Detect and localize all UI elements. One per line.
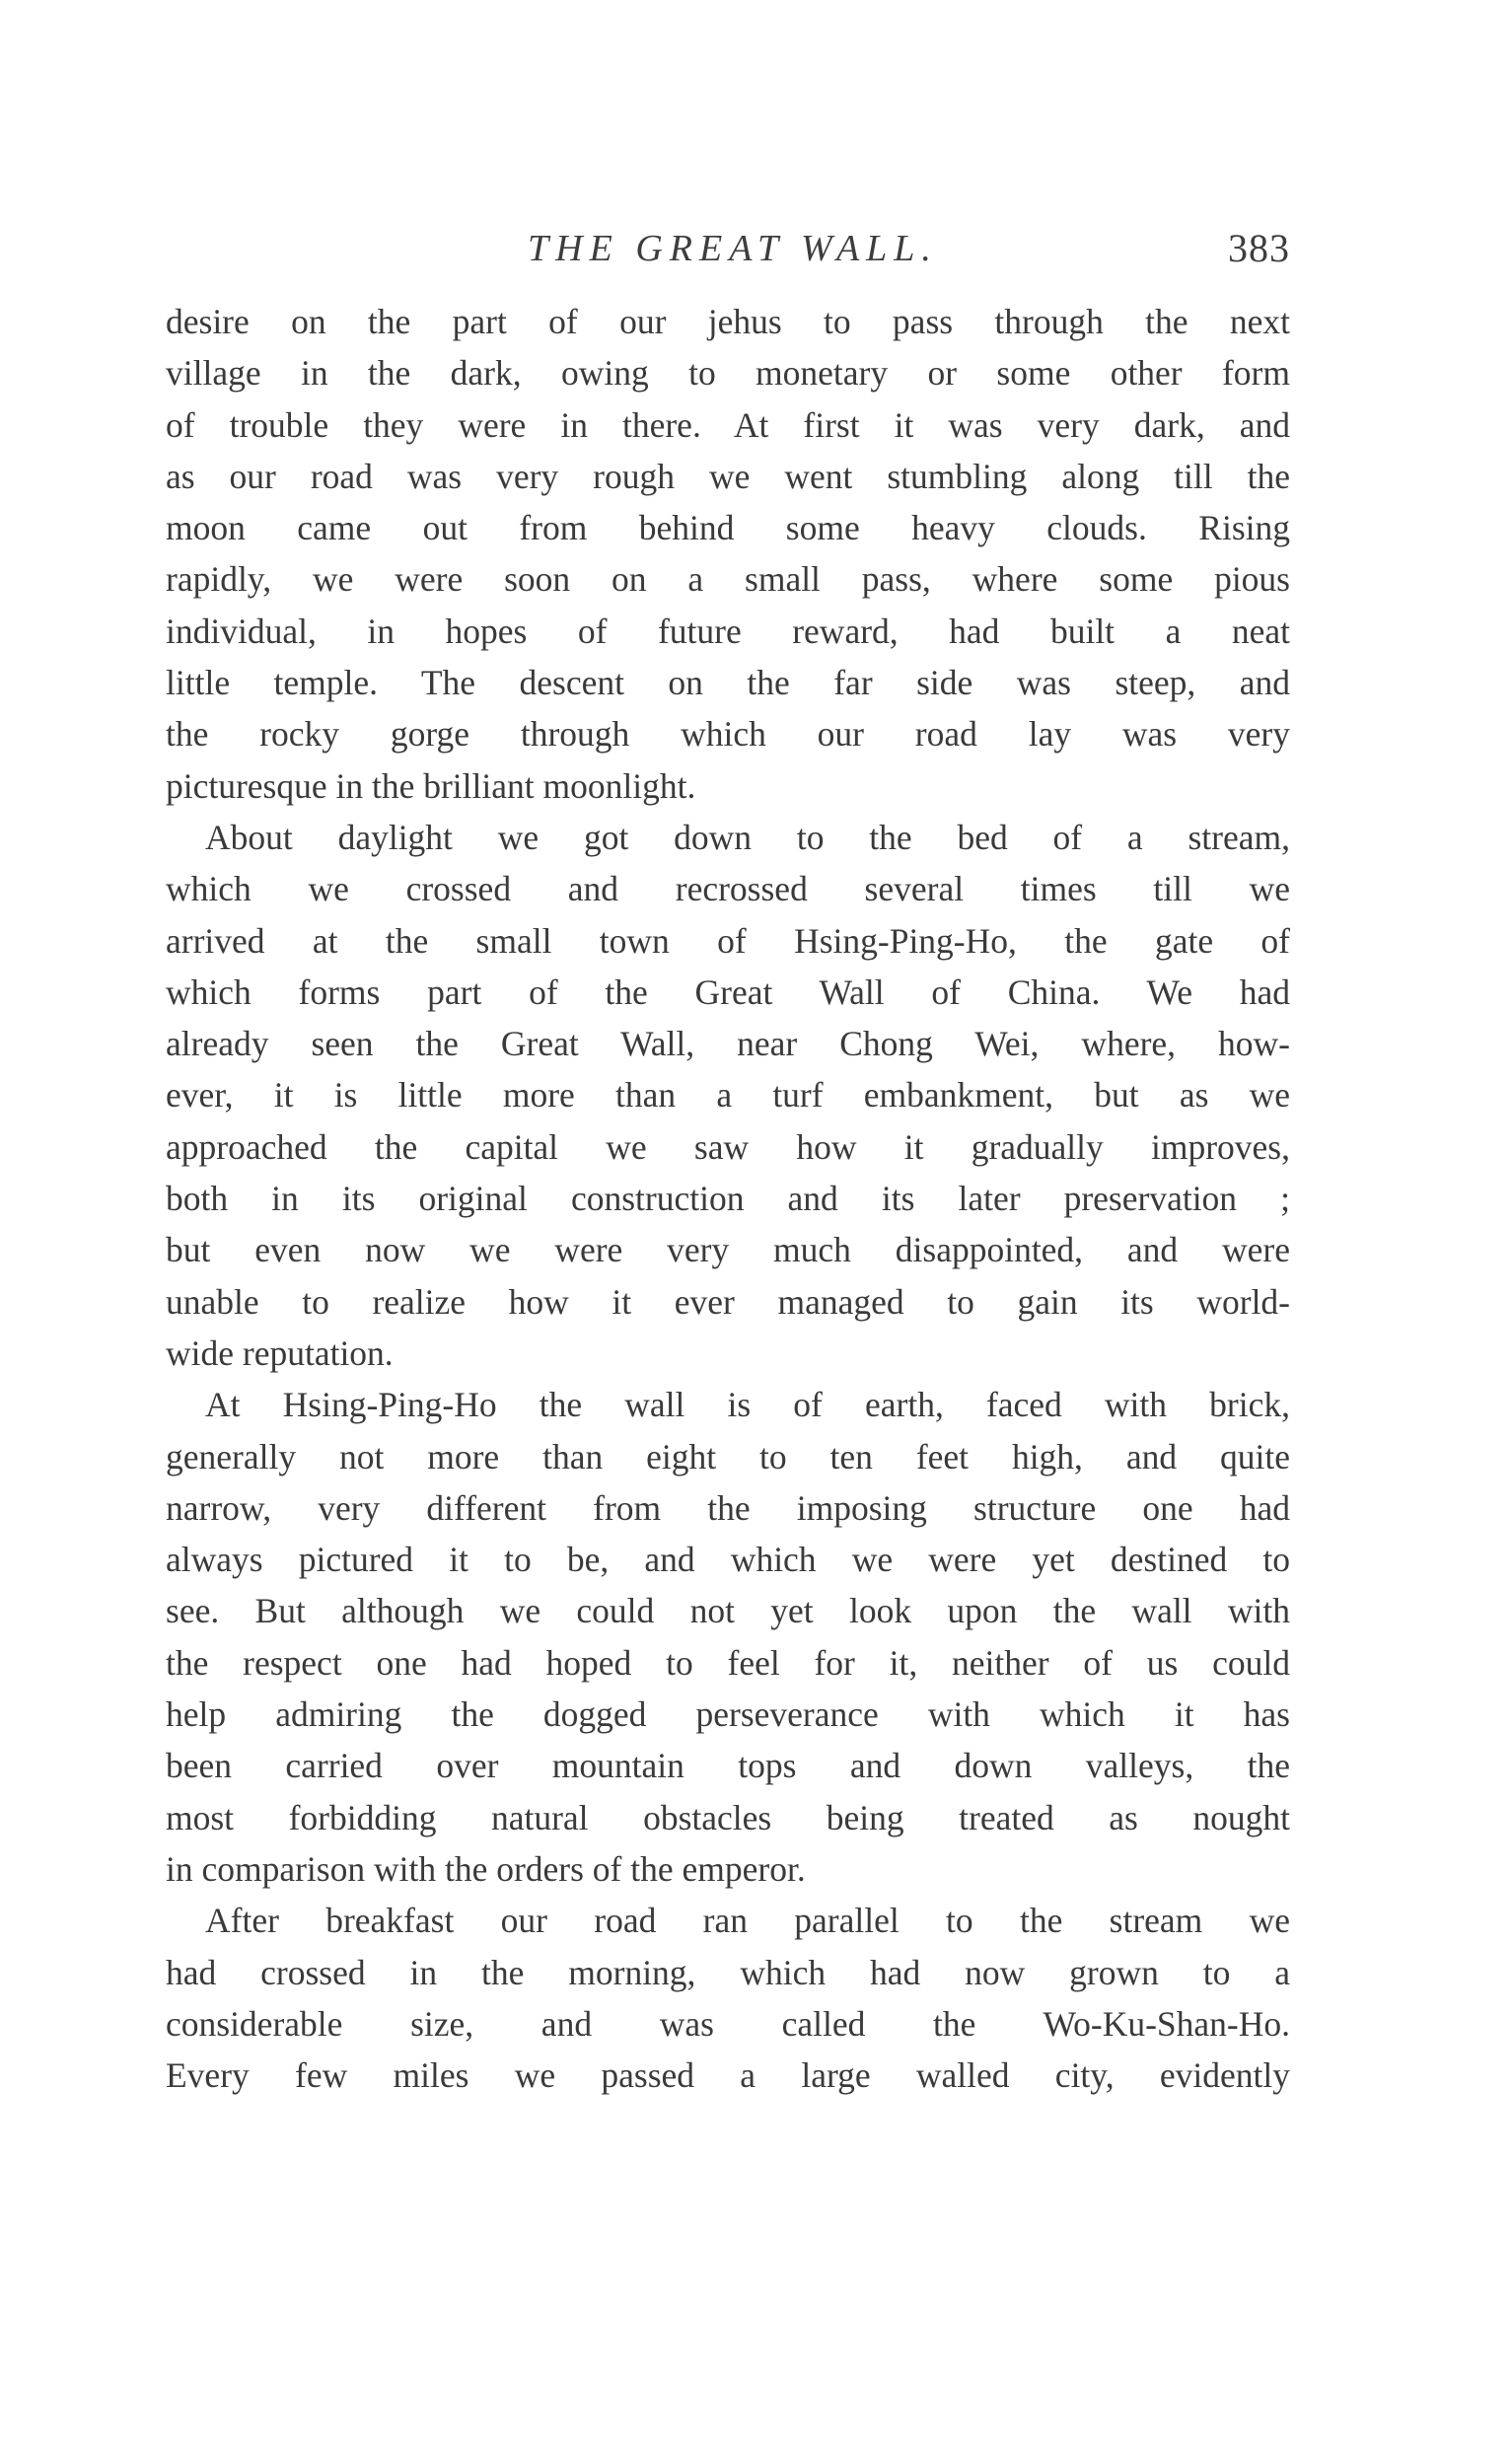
text-line: desire on the part of our jehus to pass through the next	[166, 302, 1290, 341]
text-line: picturesque in the brilliant moonlight.	[166, 765, 696, 806]
text-line: unable to realize how it ever managed to gain its world-	[166, 1281, 1290, 1322]
text-line: little temple. The descent on the far side was steep, and	[166, 663, 1290, 703]
page-number: 383	[1228, 226, 1290, 270]
text-line: the rocky gorge through which our road lay was very	[166, 714, 1290, 755]
text-line: considerable size, and was called the Wo-Ku-Shan-Ho.	[166, 2003, 1290, 2044]
text-line: help admiring the dogged perseverance with which it has	[166, 1694, 1290, 1735]
text-line: see. But although we could not yet look upon the wall with	[166, 1591, 1290, 1631]
text-line: ever, it is little more than a turf embankment, but as we	[166, 1075, 1290, 1116]
text-line: the respect one had hoped to feel for it, neither of us could	[166, 1642, 1290, 1683]
text-line: After breakfast our road ran parallel to the stream we	[205, 1901, 1290, 1941]
text-line: of trouble they were in there. At first it was very dark, and	[166, 404, 1290, 445]
text-line: most forbidding natural obstacles being treated as nought	[166, 1797, 1290, 1837]
text-line: wide reputation.	[166, 1332, 394, 1373]
body-text	[166, 296, 1290, 2101]
text-line: both in its original construction and its later preservation ;	[166, 1179, 1290, 1219]
text-line: narrow, very different from the imposing structure one had	[166, 1487, 1290, 1528]
paragraph	[166, 296, 1290, 812]
text-line: been carried over mountain tops and down valleys, the	[166, 1746, 1290, 1786]
paragraph	[166, 1379, 1290, 1895]
text-line: village in the dark, owing to monetary or some other form	[166, 353, 1290, 394]
text-line: generally not more than eight to ten feet high, and quite	[166, 1436, 1290, 1476]
text-line: At Hsing-Ping-Ho the wall is of earth, faced with brick,	[205, 1385, 1290, 1425]
text-line: but even now we were very much disappointed, and were	[166, 1230, 1290, 1270]
text-line: already seen the Great Wall, near Chong Wei, where, how-	[166, 1024, 1290, 1064]
paragraph	[166, 1895, 1290, 2101]
running-head	[166, 219, 1300, 278]
running-title: THE GREAT WALL.	[528, 228, 938, 269]
text-line: as our road was very rough we went stumbling along till the	[166, 456, 1290, 496]
text-line: Every few miles we passed a large walled city, evidently	[166, 2055, 1290, 2096]
text-line: always pictured it to be, and which we were yet destined to	[166, 1540, 1290, 1580]
text-line: which forms part of the Great Wall of China. We had	[166, 972, 1290, 1012]
text-line: had crossed in the morning, which had now grown to a	[166, 1952, 1290, 1992]
text-line: which we crossed and recrossed several times till we	[166, 869, 1290, 909]
text-line: moon came out from behind some heavy clouds. Rising	[166, 508, 1290, 548]
text-line: About daylight we got down to the bed of a stream,	[205, 817, 1290, 857]
text-line: approached the capital we saw how it gradually improves,	[166, 1126, 1290, 1167]
paragraph	[166, 812, 1290, 1379]
text-line: rapidly, we were soon on a small pass, where some pious	[166, 559, 1290, 600]
text-line: individual, in hopes of future reward, had built a neat	[166, 611, 1290, 651]
text-line: arrived at the small town of Hsing-Ping-Ho, the gate of	[166, 920, 1290, 961]
text-line: in comparison with the orders of the emperor.	[166, 1848, 806, 1889]
